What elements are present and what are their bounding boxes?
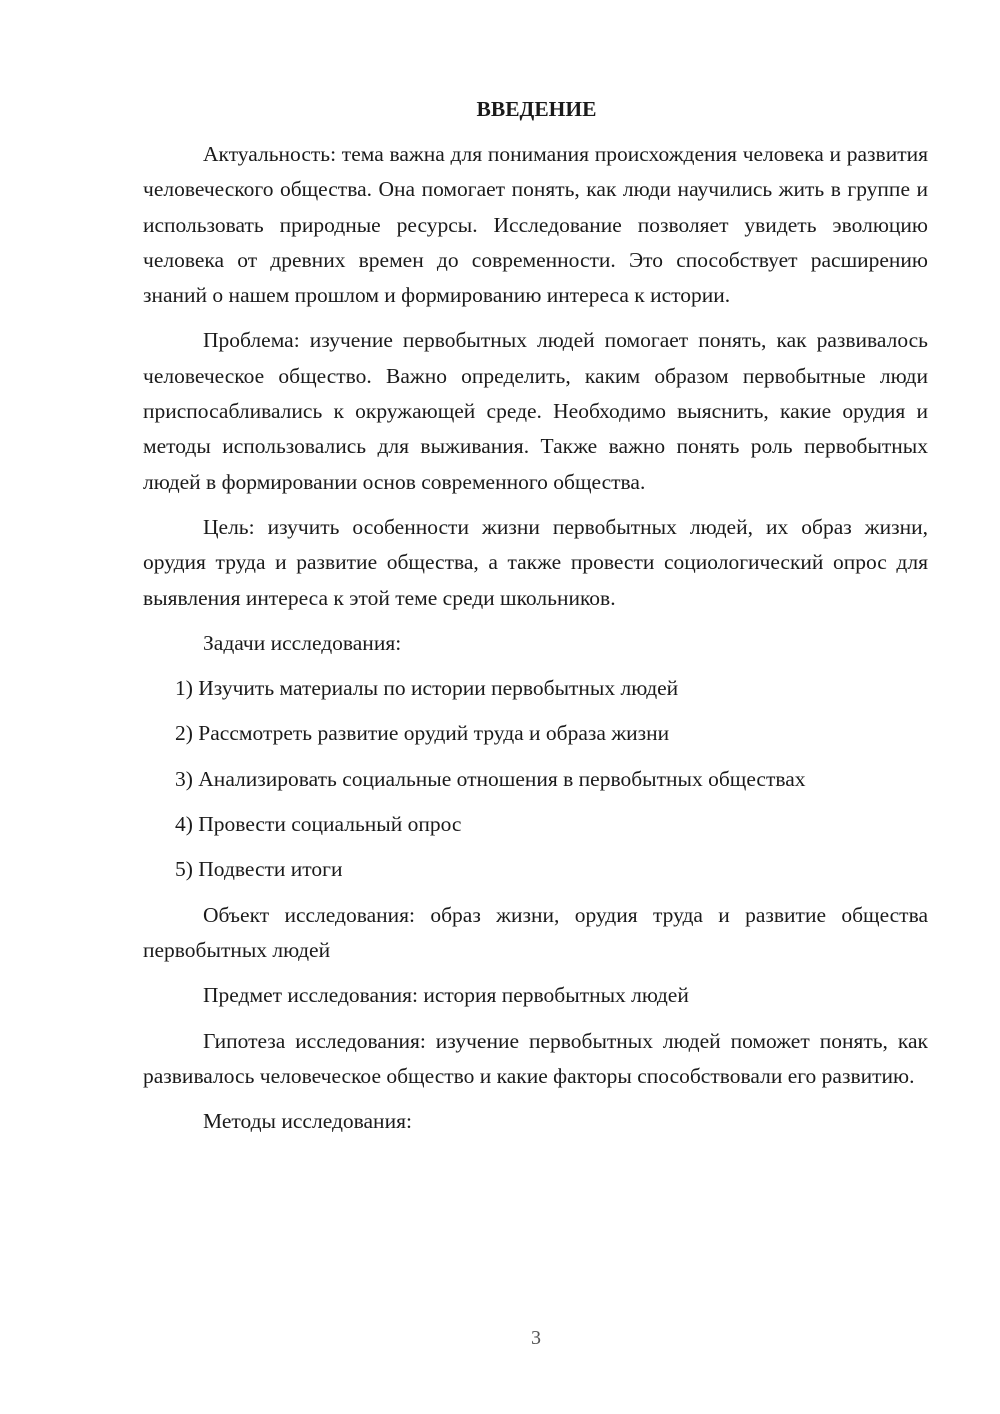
- hypothesis-paragraph: Гипотеза исследования: изучение первобытных людей поможет понять, как развивалось человеческое общество и какие факторы способствовали его развитию.: [143, 1028, 928, 1088]
- methods-heading: Методы исследования:: [203, 1109, 412, 1134]
- task-item: 1) Изучить материалы по истории первобытных людей: [175, 676, 679, 701]
- page-number: 3: [531, 1327, 541, 1349]
- relevance-paragraph: Актуальность: тема важна для понимания происхождения человека и развития человеческого общества. Она помогает понять, как люди научились жить в группе и использовать природные ресурсы. Исследование позволяет увидеть эволюцию человека от древних времен до современности. Это способствует расширению знаний о нашем прошлом и формированию интереса к истории.: [143, 142, 928, 308]
- document-page: [143, 92, 928, 1139]
- object-paragraph: Объект исследования: образ жизни, орудия труда и развитие общества первобытных людей: [143, 902, 928, 962]
- tasks-list: [143, 671, 928, 887]
- goal-paragraph: Цель: изучить особенности жизни первобытных людей, их образ жизни, орудия труда и развитие общества, а также провести социологический опрос для выявления интереса к этой теме среди школьников.: [143, 514, 928, 610]
- subject-paragraph: Предмет исследования: история первобытных людей: [203, 983, 689, 1008]
- task-item: 3) Анализировать социальные отношения в первобытных обществах: [175, 766, 806, 791]
- task-item: 5) Подвести итоги: [175, 857, 343, 882]
- task-item: 4) Провести социальный опрос: [175, 812, 462, 837]
- tasks-heading: Задачи исследования:: [203, 630, 402, 655]
- task-item: 2) Рассмотреть развитие орудий труда и образа жизни: [175, 721, 670, 746]
- problem-paragraph: Проблема: изучение первобытных людей помогает понять, как развивалось человеческое общество. Важно определить, каким образом первобытные люди приспосабливались к окружающей среде. Необходимо выяснить, какие орудия и методы использовались для выживания. Также важно понять роль первобытных людей в формировании основ современного общества.: [143, 328, 928, 494]
- section-title: ВВЕДЕНИЕ: [476, 97, 597, 121]
